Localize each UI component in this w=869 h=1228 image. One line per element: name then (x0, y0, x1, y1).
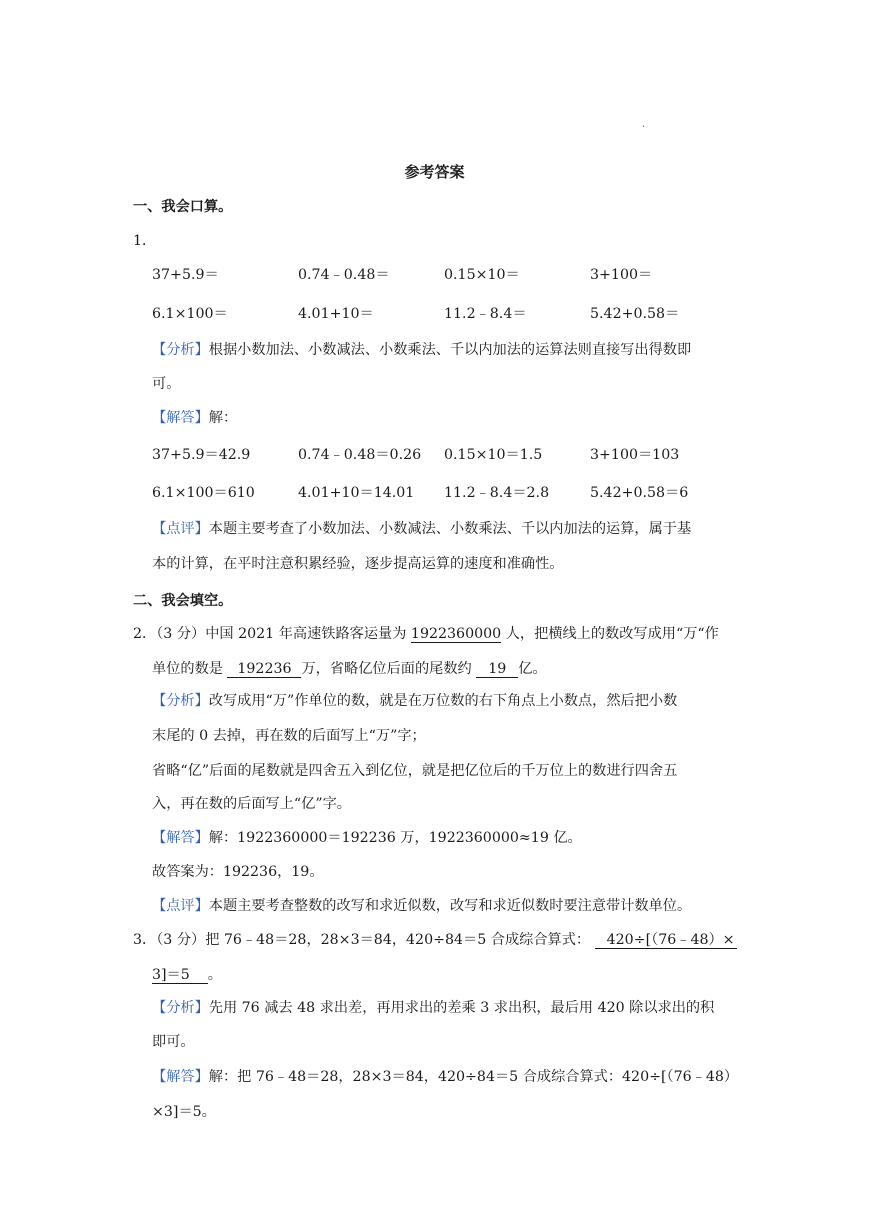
final-answer: 故答案为：192236，19。 (152, 864, 324, 880)
analysis-text-cont: 可。 (152, 376, 181, 392)
problem: 5.42+0.58＝ (590, 306, 680, 322)
question-text: 万，省略亿位后面的尾数约 (301, 661, 472, 677)
answer-text: 解：把 76﹣48＝28，28×3＝84，420÷84＝5 合成综合算式：420÷[（76﹣48） (208, 1069, 739, 1085)
problem: 3+100＝ (590, 267, 653, 283)
answer-1 (152, 407, 237, 427)
question-3 (133, 929, 737, 949)
answer-text-cont: ×3]＝5。 (152, 1104, 216, 1120)
answer-item: 0.15×10＝1.5 (444, 447, 543, 463)
problem: 6.1×100＝ (152, 306, 228, 322)
comment-tag: 【点评】 (152, 898, 209, 914)
section-heading-2: 二、我会填空。 (133, 593, 233, 609)
answer-blank-2: 19 (476, 661, 518, 678)
problem: 11.2﹣8.4＝ (444, 306, 527, 322)
question-text: 。 (207, 967, 222, 983)
problem: 0.74﹣0.48＝ (298, 267, 390, 283)
analysis-text: 根据小数加法、小数减法、小数乘法、千以内加法的运算法则直接写出得数即 (208, 342, 692, 358)
answer-item: 5.42+0.58＝6 (590, 485, 689, 501)
question-text: 3．（3 分）把 76﹣48＝28，28×3＝84，420÷84＝5 合成综合算式： (133, 932, 591, 948)
comment-2 (152, 895, 691, 915)
question-text: 单位的数是 (152, 661, 223, 677)
analysis-tag: 【分析】 (152, 1000, 209, 1016)
underlined-number: 1922360000 (410, 626, 502, 642)
answer-label: 解： (208, 410, 238, 426)
answer-tag: 【解答】 (152, 830, 209, 846)
analysis-2 (152, 690, 677, 710)
question-text: 亿。 (518, 661, 547, 677)
answer-item: 4.01+10＝14.01 (298, 485, 415, 501)
section-heading-1: 一、我会口算。 (133, 199, 233, 215)
comment-text: 本题主要考查了小数加法、小数减法、小数乘法、千以内加法的运算，属于基 (208, 521, 692, 537)
answer-item: 0.74﹣0.48＝0.26 (298, 447, 422, 463)
question-2-line2 (152, 658, 547, 678)
answer-blank-1: 192236 (227, 661, 301, 678)
answer-item: 3+100＝103 (590, 447, 680, 463)
analysis-3 (152, 997, 714, 1017)
analysis-1 (152, 339, 691, 359)
problem: 0.15×10＝ (444, 267, 520, 283)
analysis-tag: 【分析】 (152, 342, 209, 358)
answer-text: 解：1922360000＝192236 万，1922360000≈19 亿。 (208, 830, 582, 846)
analysis-text-cont: 末尾的 0 去掉，再在数的后面写上“万”字； (152, 728, 426, 744)
analysis-text-cont: 入，再在数的后面写上“亿”字。 (152, 796, 351, 812)
answer-tag: 【解答】 (152, 1069, 209, 1085)
question-text: 2．（3 分）中国 2021 年高速铁路客运量为 (133, 626, 411, 642)
problem: 4.01+10＝ (298, 306, 374, 322)
analysis-text-cont: 省略“亿”后面的尾数就是四舍五入到亿位，就是把亿位后的千万位上的数进行四舍五 (152, 763, 678, 779)
page-title: 参考答案 (404, 163, 465, 181)
answer-tag: 【解答】 (152, 410, 209, 426)
comment-text-cont: 本的计算，在平时注意积累经验，逐步提高运算的速度和准确性。 (152, 556, 564, 572)
analysis-text: 改写成用“万”作单位的数，就是在万位数的右下角点上小数点，然后把小数 (208, 693, 678, 709)
answer-item: 6.1×100＝610 (152, 485, 255, 501)
question-number-1: 1． (133, 233, 157, 249)
analysis-tag: 【分析】 (152, 693, 209, 709)
answer-blank-3a: 420÷[（76﹣48）× (595, 932, 737, 949)
question-text: 人，把横线上的数改写成用“万“作 (501, 626, 719, 642)
comment-text: 本题主要考查整数的改写和求近似数，改写和求近似数时要注意带计数单位。 (208, 898, 692, 914)
analysis-text-cont: 即可。 (152, 1034, 195, 1050)
header-mark: · (642, 122, 646, 133)
question-2 (133, 623, 719, 643)
answer-item: 37+5.9＝42.9 (152, 447, 251, 463)
answer-item: 11.2﹣8.4＝2.8 (444, 485, 550, 501)
problem: 37+5.9＝ (152, 267, 219, 283)
comment-1 (152, 518, 691, 538)
comment-tag: 【点评】 (152, 521, 209, 537)
answer-blank-3b: 3]＝5 (152, 967, 208, 984)
question-3-line2 (152, 964, 222, 984)
analysis-text: 先用 76 减去 48 求出差，再用求出的差乘 3 求出积，最后用 420 除以求出的积 (208, 1000, 715, 1016)
answer-2 (152, 827, 582, 847)
answer-3 (152, 1066, 738, 1086)
